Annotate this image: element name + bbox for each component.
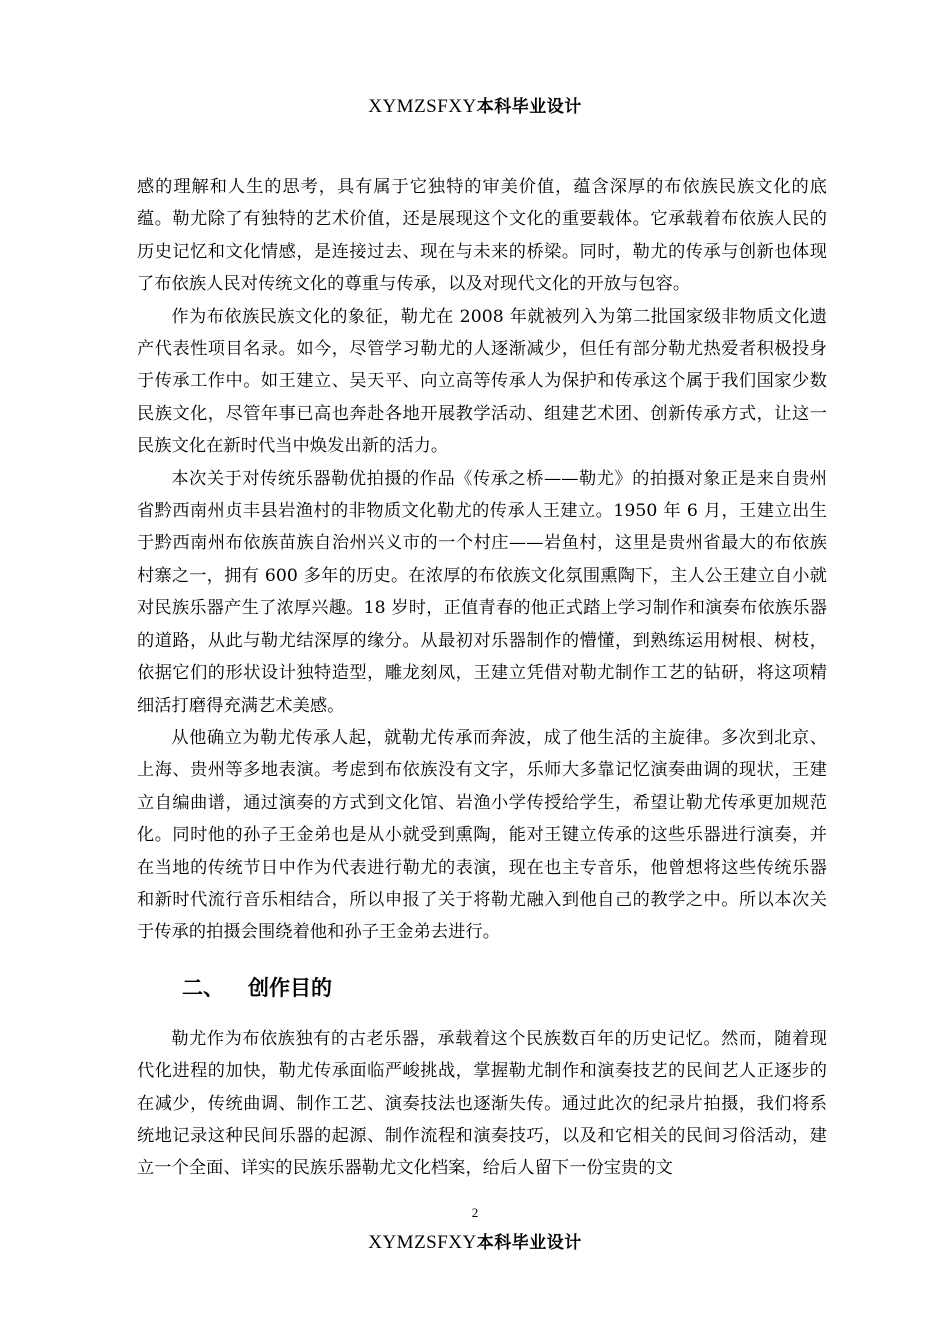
section-number: 二、 xyxy=(182,975,224,1000)
section-heading xyxy=(137,971,827,1005)
footer-label: 本科毕业设计 xyxy=(476,1233,582,1253)
footer-code: XYMZSFXY xyxy=(368,1232,477,1253)
paragraph-creation-purpose: 勒尤作为布依族独有的古老乐器，承载着这个民族数百年的历史记忆。然而，随着现代化进程的加快，勒尤传承面临严峻挑战，掌握勒尤制作和演奏技艺的民间艺人正逐步的在减少，传统曲调、制作工艺、演奏技法也逐渐失传。通过此次的纪录片拍摄，我们将系统地记录这种民间乐器的起源、制作流程和演奏技巧，以及和它相关的民间习俗活动，建立一个全面、详实的民族乐器勒尤文化档案，给后人留下一份宝贵的文 xyxy=(137,1028,827,1179)
paragraph-inheritor-journey: 从他确立为勒尤传承人起，就勒尤传承而奔波，成了他生活的主旋律。多次到北京、上海、贵州等多地表演。考虑到布依族没有文字，乐师大多靠记忆演奏曲调的现状，王建立自编曲谱，通过演奏的方式到文化馆、岩渔小学传授给学生，希望让勒尤传承更加规范化。同时他的孙子王金弟也是从小就受到熏陶，能对王键立传承的这些乐器进行演奏，并在当地的传统节日中作为代表进行勒尤的表演，现在也主专音乐，他曾想将这些传统乐器和新时代流行音乐相结合，所以申报了关于将勒尤融入到他自己的教学之中。所以本次关于传承的拍摄会围绕着他和孙子王金弟去进行。 xyxy=(137,727,827,943)
paragraph-filming-subject: 本次关于对传统乐器勒优拍摄的作品《传承之桥——勒尤》的拍摄对象正是来自贵州省黔西南州贞丰县岩渔村的非物质文化勒尤的传承人王建立。1950 年 6 月，王建立出生于黔西南州布依族苗族自治州兴义市的一个村庄——岩鱼村，这里是贵州省最大的布依族村寨之一，拥有 600 多年的历史。在浓厚的布依族文化氛围熏陶下，主人公王建立自小就对民族乐器产生了浓厚兴趣。18 岁时，正值青春的他正式踏上学习制作和演奏布依族乐器的道路，从此与勒尤结深厚的缘分。从最初对乐器制作的懵懂，到熟练运用树根、树枝，依据它们的形状设计独特造型，雕龙刻凤，王建立凭借对勒尤制作工艺的钻研，将这项精细活打磨得充满艺术美感。 xyxy=(137,468,827,716)
page-footer xyxy=(0,1228,950,1254)
page-number: 2 xyxy=(471,1205,479,1220)
paragraph-continuation: 感的理解和人生的思考，具有属于它独特的审美价值，蕴含深厚的布依族民族文化的底蕴。勒尤除了有独特的艺术价值，还是展现这个文化的重要载体。它承载着布依族人民的历史记忆和文化情感，是连接过去、现在与未来的桥梁。同时，勒尤的传承与创新也体现了布依族人民对传统文化的尊重与传承，以及对现代文化的开放与包容。 xyxy=(137,177,827,295)
header-code: XYMZSFXY xyxy=(368,96,477,117)
section-title: 创作目的 xyxy=(248,975,332,1000)
page-body xyxy=(137,171,827,1185)
header-label: 本科毕业设计 xyxy=(476,97,582,117)
paragraph-heritage-listing: 作为布依族民族文化的象征，勒尤在 2008 年就被列入为第二批国家级非物质文化遗产代表性项目名录。如今，尽管学习勒尤的人逐渐减少，但任有部分勒尤热爱者积极投身于传承工作中。如王建立、吴天平、向立高等传承人为保护和传承这个属于我们国家少数民族文化，尽管年事已高也奔赴各地开展教学活动、组建艺术团、创新传承方式，让这一民族文化在新时代当中焕发出新的活力。 xyxy=(137,306,827,457)
page-header xyxy=(0,92,950,118)
